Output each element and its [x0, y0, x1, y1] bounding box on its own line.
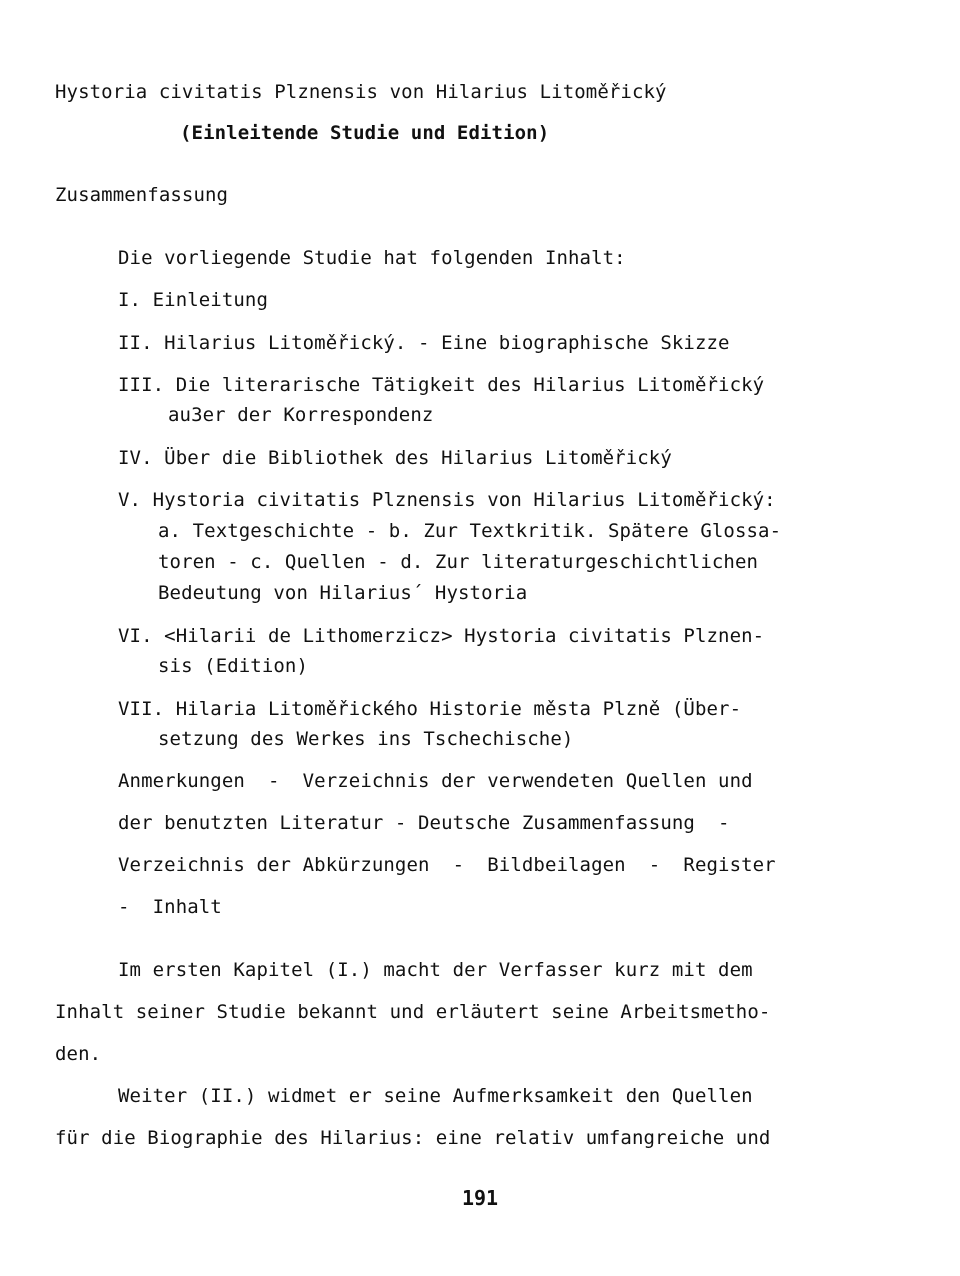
toc-item-v-cont-2: toren - c. Quellen - d. Zur literaturgeschichtlichen: [158, 551, 759, 573]
toc-item-iii-cont: au3er der Korrespondenz: [168, 404, 434, 426]
document-title: Hystoria civitatis Plznensis von Hilarius Litoměřický: [55, 81, 667, 103]
body-paragraph-1-line-2: Inhalt seiner Studie bekannt und erläutert seine Arbeitsmetho-: [55, 1001, 771, 1023]
toc-item-v-cont-1: a. Textgeschichte - b. Zur Textkritik. Spätere Glossa-: [158, 520, 782, 542]
body-paragraph-2-line-1: Weiter (II.) widmet er seine Aufmerksamkeit den Quellen: [118, 1085, 753, 1107]
toc-item-ii: II. Hilarius Litoměřický. - Eine biographische Skizze: [118, 332, 730, 354]
body-paragraph-1-line-1: Im ersten Kapitel (I.) macht der Verfasser kurz mit dem: [118, 959, 753, 981]
document-subtitle: (Einleitende Studie und Edition): [180, 122, 550, 144]
toc-item-v-cont-3: Bedeutung von Hilarius´ Hystoria: [158, 582, 528, 604]
toc-item-iv: IV. Über die Bibliothek des Hilarius Litoměřický: [118, 447, 672, 469]
page-number: 191: [461, 1186, 499, 1210]
toc-extra-4: - Inhalt: [118, 896, 222, 918]
toc-item-vii-cont: setzung des Werkes ins Tschechische): [158, 728, 574, 750]
toc-item-vii: VII. Hilaria Litoměřického Historie města Plzně (Über-: [118, 698, 742, 720]
body-paragraph-2-line-2: für die Biographie des Hilarius: eine relativ umfangreiche und: [55, 1127, 771, 1149]
section-heading: Zusammenfassung: [55, 184, 229, 206]
body-paragraph-1-line-3: den.: [55, 1043, 102, 1065]
intro-line: Die vorliegende Studie hat folgenden Inhalt:: [118, 247, 626, 269]
toc-item-i: I. Einleitung: [118, 289, 269, 311]
toc-item-iii: III. Die literarische Tätigkeit des Hilarius Litoměřický: [118, 374, 765, 396]
toc-extra-1: Anmerkungen - Verzeichnis der verwendeten Quellen und: [118, 770, 753, 792]
toc-item-v: V. Hystoria civitatis Plznensis von Hilarius Litoměřický:: [118, 489, 776, 511]
toc-extra-2: der benutzten Literatur - Deutsche Zusammenfassung -: [118, 812, 730, 834]
toc-item-vi: VI. <Hilarii de Lithomerzicz> Hystoria civitatis Plznen-: [118, 625, 765, 647]
toc-extra-3: Verzeichnis der Abkürzungen - Bildbeilagen - Register: [118, 854, 776, 876]
toc-item-vi-cont: sis (Edition): [158, 655, 309, 677]
